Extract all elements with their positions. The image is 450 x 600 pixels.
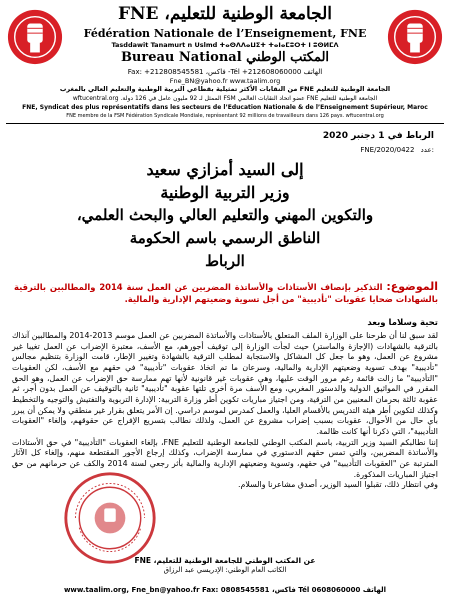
signature-role: الكاتب العام الوطني: الإدريسي عبد الرزاق	[163, 566, 287, 574]
recipient-line-1: إلى السيد أمزازي سعيد	[146, 160, 304, 179]
bureau-fr: Bureau National	[120, 50, 242, 65]
recipient-line-5: الرباط	[205, 252, 245, 270]
letterhead-bureau	[60, 51, 390, 66]
fne-logo-right-icon	[386, 8, 444, 66]
reference-label: عدد:	[420, 146, 434, 154]
letterhead-desc-ar-1: الجامعة الوطنية للتعليم FNE من النقابات الأكثر تمثيلية بقطاعي التربية الوطنية والتعليم العالي بالمغرب	[59, 85, 391, 93]
reference-line	[0, 146, 434, 154]
reference-number: FNE/2020/0422	[360, 146, 415, 154]
bureau-ar: المكتب الوطني	[246, 50, 330, 65]
subject-label: الموضوع:	[386, 280, 438, 293]
letter-body	[12, 331, 438, 491]
letterhead-title: الجامعة الوطنية للتعليم، FNE	[117, 4, 333, 24]
letter-date: الرباط في 1 دجنبر 2020	[322, 131, 434, 141]
letterhead-desc-ar-2: الجامعة الوطنية للتعليم FNE عضو اتحاد النقابات العالمي FSM الممثل لـ 92 مليون عامل في 126 دولة. wftucentral.org	[72, 95, 378, 102]
signature-org: عن المكتب الوطني للجامعة الوطنية للتعليم، FNE	[134, 556, 316, 565]
subject	[14, 279, 438, 306]
body-paragraph-2: إننا نطالبكم السيد وزير التربية، باسم المكتب الوطني للجامعة الوطنية للتعليم FNE، بإلغاء العقوبات "التأديبية" في حق الأستاذات والأساتذة المضربين، والتي تمس حقهم الدستوري في ممارسة الإضراب، وكذلك إرجاع الأجور المقتطعة منهم، وإلغاء كل الآثار المترتبة عن "العقوبات التأديبية" في حقهم، وتسوية وضعيتهم الإدارية والمالية بأثر رجعي لسنة 2014 والكف عن حرمانهم من حق اجتياز المباريات المذكورة.	[12, 437, 438, 479]
fne-stamp-icon	[62, 470, 158, 566]
letterhead-desc-fr-2: FNE membre de la FSM Fédération Syndicale Mondiale, représentant 92 millions de travailleurs dans 126 pays. wftucentral.org	[66, 113, 384, 119]
page-footer: www.taalim.org, Fne_bn@yahoo.fr Fax: 0808545581 ،فاكس Tél 0608060000 الهاتف	[63, 586, 387, 594]
body-paragraph-1: لقد سبق لنا أن طرحنا على الوزارة الملف المتعلق بالأستاذات والأساتذة المضربين عن العمل موسم 2013-2014 والمطالبين آنذاك بالترقية بالشهادات (الإجازة والماستر) حيث لجأت الوزارة إلى توقيف أجورهم، مع الأسف، معتبرة الإضراب عن العمل تغيبا غير مشروع عن العمل، وهو ما جعل كل المشاكل والاستجابة لمطلب الترقية بالشهادة وتغيير الإطار، قامت الوزارة بتنظيم مجالس "تأديبية" بهدف تسوية وضعيتهم الإدارية والمالية، وسرعان ما تم اتخاذ عقوبات "تأديبية" في حقهم مع الأسف، لكن العقوبات "التأديبية" ما زالت قائمة رغم مرور الوقت عليها، وهي عقوبات غير قانونية لأنها تهم ممارسة حق الإضراب عن العمل، وهو الحق المقرر في المواثيق الدولية والدستور المغربي، ومع الأسف مرة أخرى تلتها عقوبة "تأديبية" ثانية بالتوقيف عن العمل بدون أجر، ثم عقوبة ثالثة بحرمان المعنيين من الترقية، ومن اجتياز مباريات تكوين أطر وزارة التربية: الإدارة التربوية والتفتيش والتوجيه والتخطيط وكذلك لتكوين أطر هيئة التدريس بالأقسام العليا، والعمل كمدرس لموسم دراسي. إن الأمر يتعلق بقرار غير منطقي ولا يمكن أن يبرر بأي حال من الأحوال، عقوبات بسبب إضراب مشروع عن العمل، ولذلك نطالب بتسريع الإفراج عن حقوقهم، وإلغاء "العقوبات التأديبية"، التي ذكرنا أنها كانت ظالمة.	[12, 331, 438, 437]
letterhead-email: Fne_BN@yahoo.fr www.taalim.org	[169, 77, 281, 85]
recipient-line-4: الناطق الرسمي باسم الحكومة	[129, 229, 321, 247]
greeting: تحية وسلاما وبعد	[367, 318, 438, 328]
recipient-line-2: وزير التربية الوطنية	[160, 183, 290, 202]
letterhead-desc-fr-1: FNE, Syndicat des plus représentatifs dans les secteurs de l’Education Nationale & de l’Enseignement Supérieur, Maroc	[22, 104, 428, 111]
fne-logo-left-icon	[6, 8, 64, 66]
letterhead-contact: Fax: +212808545581 ،فاكس -Tél +212608060000 الهاتف	[127, 68, 323, 76]
closing: وفي انتظار ذلك، تقبلوا السيد الوزير، أصدق مشاعرنا والسلام.	[237, 480, 438, 490]
recipient-line-3: والتكوين المهني والتعليم العالي والبحث العلمي،	[76, 206, 374, 224]
header-divider	[6, 123, 444, 124]
letterhead-org-amazigh: Tasddawit Tanamurt n Uslmd ⵜⴰⵙⴷⴷⴰⵡⵉⵜ ⵜⴰⵏⴰⵎⵓⵔⵜ ⵏ ⵓⵙⵍⵎⴷ	[111, 41, 339, 49]
letterhead-org-french: Fédération Nationale de l’Enseignement, FNE	[83, 27, 367, 40]
subject-text: التذكير بإنصاف الأستاذات والأساتذة المضربين عن العمل سنة 2014 والمطالبين بالترقية بالشهادات ضحايا عقوبات "تأديبية" من أجل تسوية وضعيتهم الإدارية والمالية.	[14, 282, 438, 305]
